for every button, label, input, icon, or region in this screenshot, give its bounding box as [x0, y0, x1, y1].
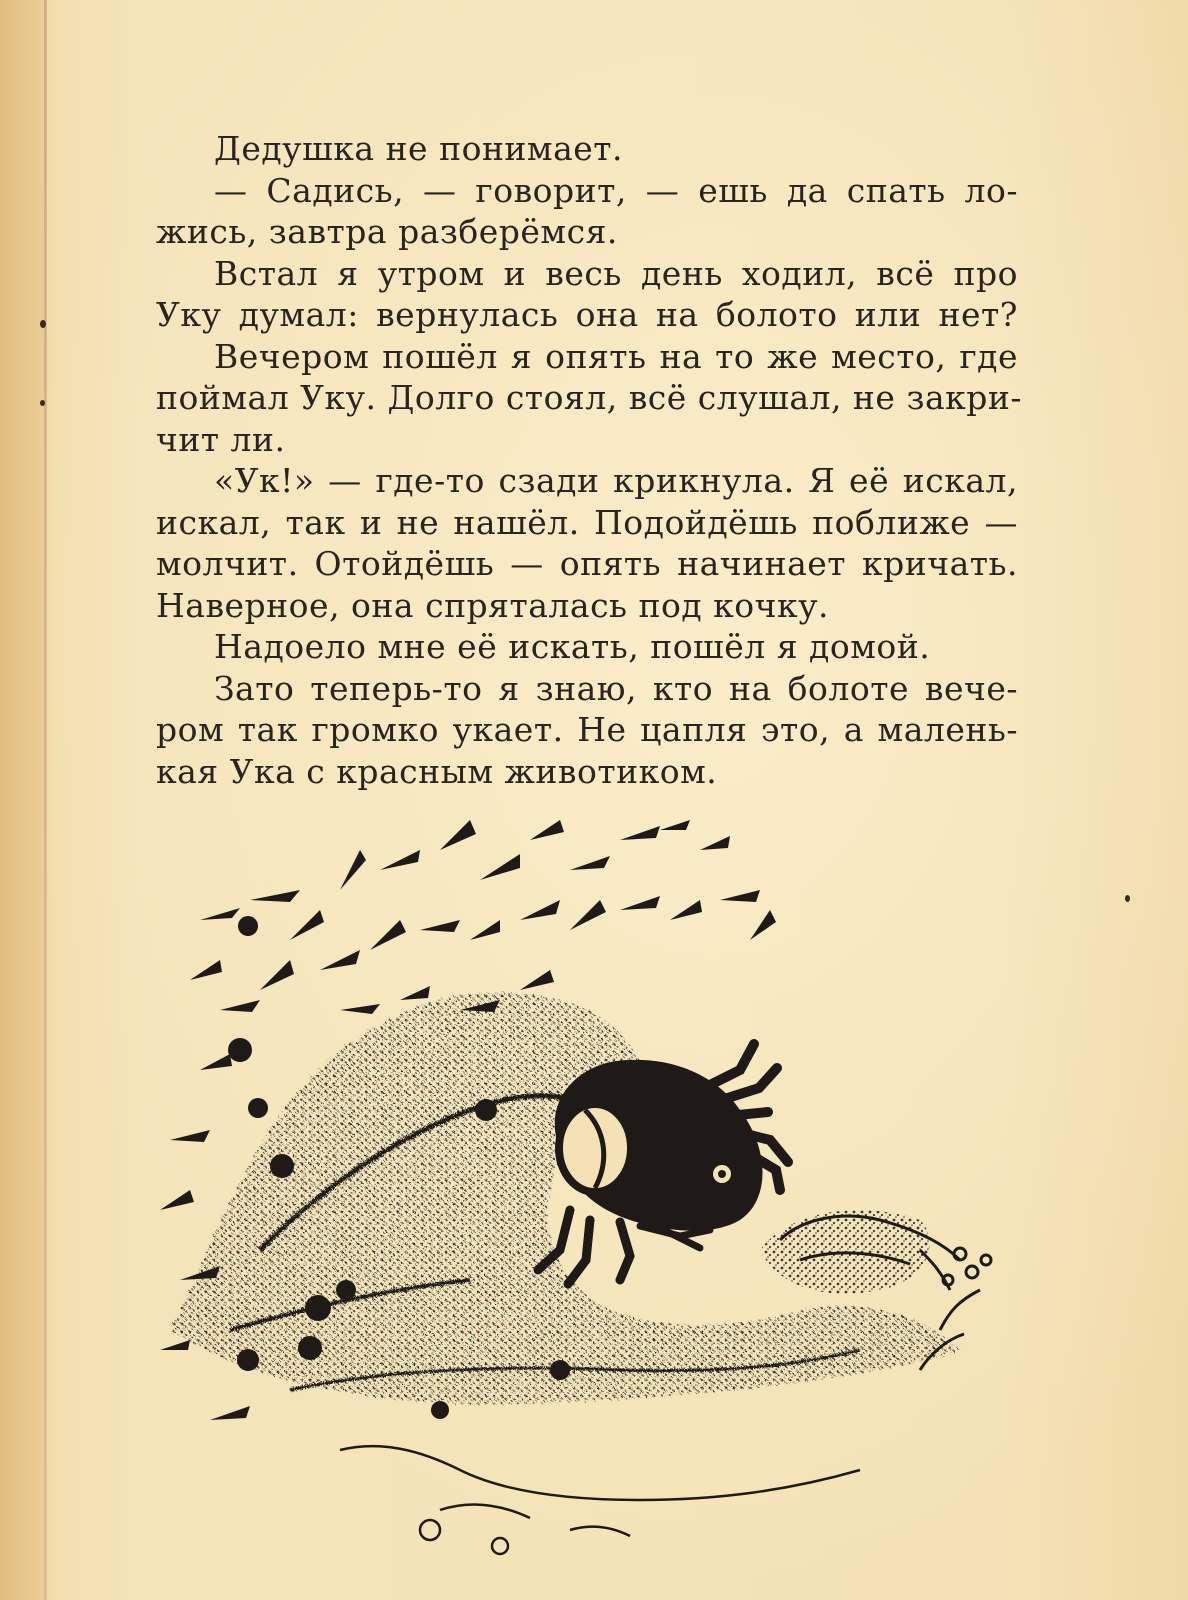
text-line: Зато теперь-то я знаю, кто на болоте вече-	[214, 668, 1018, 708]
text-line: «Ук!» — где-то сзади крикнула. Я её искал,	[214, 461, 1018, 500]
text-line: Наверное, она спряталась под кочку.	[156, 585, 830, 625]
text-line: чит ли.	[156, 419, 286, 459]
page-gutter	[0, 0, 46, 1600]
text-line: Уку думал: вернулась она на болото или нет?	[156, 295, 1018, 334]
text-line: Вечером пошёл я опять на то же место, где	[214, 336, 1018, 376]
text-line: Дедушка не понимает.	[214, 129, 624, 168]
text-line: ром так громко укает. Не цапля это, а малень-	[156, 710, 1018, 749]
marsh-tussock	[170, 992, 960, 1404]
text-line: — Садись, — говорит, — ешь да спать ло-	[214, 170, 1018, 210]
ground-roots	[340, 1446, 860, 1554]
text-line: Надоело мне её искать, пошёл я домой.	[214, 627, 931, 666]
frog-figure	[538, 1044, 788, 1284]
text-line: кая Ука с красным животиком.	[156, 751, 718, 791]
text-line: Встал я утром и весь день ходил, всё про	[214, 253, 1018, 293]
ink-speck	[1125, 895, 1130, 902]
text-line: жись, завтра разберёмся.	[156, 212, 618, 251]
text-line: поймал Уку. Долго стоял, всё слушал, не закри-	[156, 378, 1023, 417]
ink-speck	[40, 400, 45, 406]
right-bush	[760, 1210, 930, 1294]
ink-speck	[40, 320, 46, 328]
story-text	[156, 128, 1023, 792]
text-line: искал, так и не нашёл. Подойдёшь поближе —	[156, 502, 1018, 542]
text-line: молчит. Отойдёшь — опять начинает кричать.	[156, 544, 1018, 583]
page-edge-line	[44, 0, 47, 1600]
frog-illustration	[140, 810, 1040, 1570]
